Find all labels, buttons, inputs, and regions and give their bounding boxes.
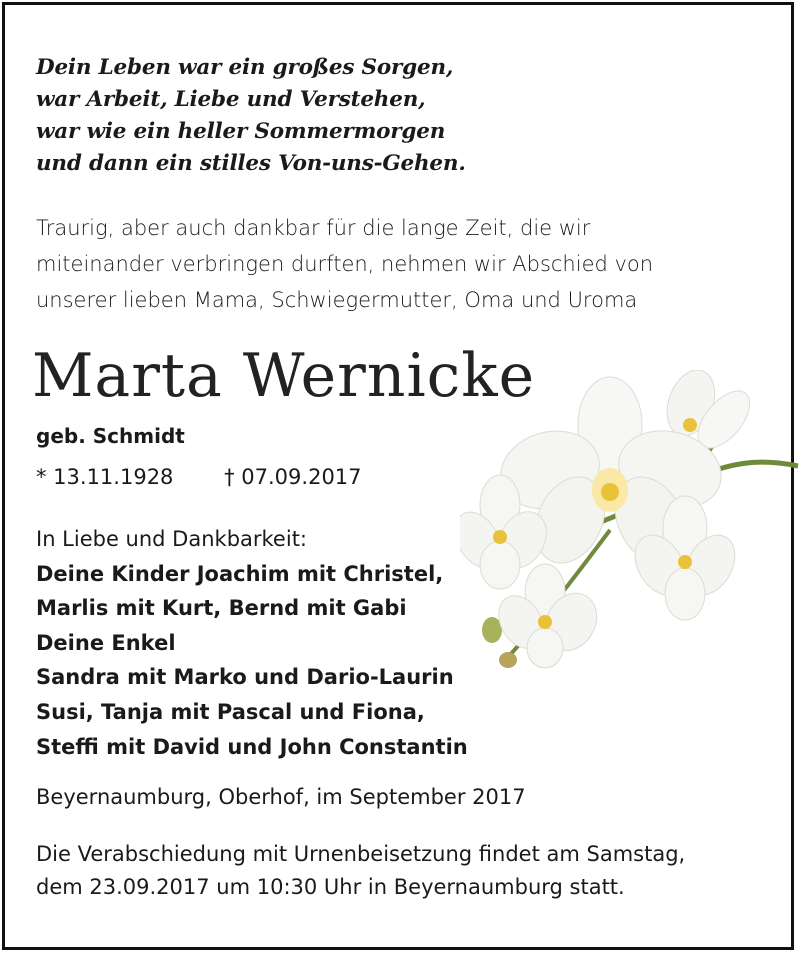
family-line: Deine Enkel (36, 630, 176, 655)
family-line: Susi, Tanja mit Pascal und Fiona, (36, 699, 425, 724)
life-dates (36, 462, 362, 492)
intro-line: Traurig, aber auch dankbar für die lange Zeit, die wir (36, 216, 591, 240)
intro-text (36, 210, 756, 318)
family-intro: In Liebe und Dankbarkeit: (36, 527, 308, 551)
poem-line: und dann ein stilles Von-uns-Gehen. (36, 151, 466, 176)
family-line: Steffi mit David und John Constantin (36, 734, 468, 759)
poem-line: Dein Leben war ein großes Sorgen, (36, 55, 454, 80)
family-list (36, 522, 468, 764)
death-date: † 07.09.2017 (224, 465, 362, 489)
family-line: Sandra mit Marko und Dario-Laurin (36, 665, 454, 690)
burial-info (36, 838, 685, 904)
poem (36, 52, 466, 180)
burial-line: Die Verabschiedung mit Urnenbeisetzung findet am Samstag, (36, 842, 686, 866)
maiden-name: geb. Schmidt (36, 424, 185, 448)
place-date: Beyernaumburg, Oberhof, im September 2017 (36, 785, 526, 809)
intro-line: unserer lieben Mama, Schwiegermutter, Oma und Uroma (36, 288, 638, 312)
poem-line: war wie ein heller Sommermorgen (36, 119, 446, 144)
deceased-name: Marta Wernicke (32, 341, 536, 411)
burial-line: dem 23.09.2017 um 10:30 Uhr in Beyernaumburg statt. (36, 875, 625, 899)
intro-line: miteinander verbringen durften, nehmen wir Abschied von (36, 252, 654, 276)
poem-line: war Arbeit, Liebe und Verstehen, (36, 87, 426, 112)
birth-date: * 13.11.1928 (36, 465, 174, 489)
orchid-flower-icon (460, 370, 800, 670)
family-line: Marlis mit Kurt, Bernd mit Gabi (36, 596, 407, 621)
family-line: Deine Kinder Joachim mit Christel, (36, 561, 444, 586)
